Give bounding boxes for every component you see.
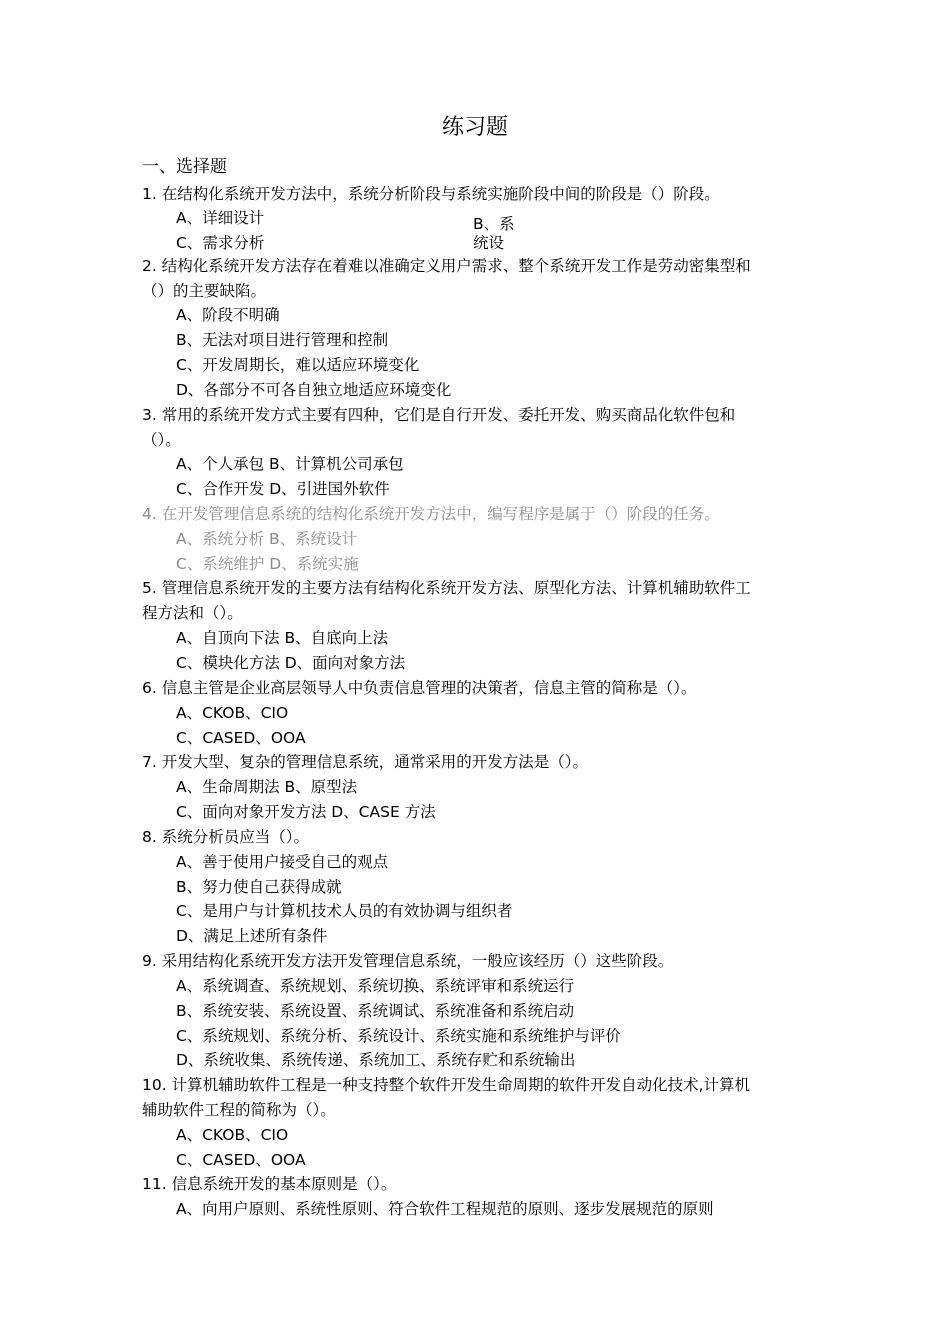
q3-options-ab: A、个人承包 B、计算机公司承包 — [176, 455, 404, 473]
question-4: 4. 在开发管理信息系统的结构化系统开发方法中，编写程序是属于（）阶段的任务。 — [142, 505, 720, 523]
q2-option-d: D、各部分不可各自独立地适应环境变化 — [176, 381, 452, 399]
question-10-cont: 辅助软件工程的简称为（）。 — [142, 1101, 336, 1119]
question-5: 5. 管理信息系统开发的主要方法有结构化系统开发方法、原型化方法、计算机辅助软件工 — [142, 579, 751, 597]
q1-option-c: C、需求分析 — [176, 234, 265, 252]
q4-options-ab: A、系统分析 B、系统设计 — [176, 530, 358, 548]
q8-option-b: B、努力使自己获得成就 — [176, 878, 342, 896]
q7-options-cd: C、面向对象开发方法 D、CASE 方法 — [176, 803, 436, 821]
question-9: 9. 采用结构化系统开发方法开发管理信息系统，一般应该经历（）这些阶段。 — [142, 952, 674, 970]
q9-option-b: B、系统安装、系统设置、系统调试、系统准备和系统启动 — [176, 1002, 575, 1020]
q4-options-cd: C、系统维护 D、系统实施 — [176, 555, 359, 573]
question-7: 7. 开发大型、复杂的管理信息系统，通常采用的开发方法是（）。 — [142, 753, 588, 771]
section-heading: 一、选择题 — [142, 157, 227, 177]
q1-option-b-cont: 统设 — [473, 234, 505, 252]
q9-option-c: C、系统规划、系统分析、系统设计、系统实施和系统维护与评价 — [176, 1027, 621, 1045]
question-1: 1. 在结构化系统开发方法中，系统分析阶段与系统实施阶段中间的阶段是（）阶段。 — [142, 185, 720, 203]
q5-options-ab: A、自顶向下法 B、自底向上法 — [176, 629, 389, 647]
question-3-cont: （）。 — [142, 431, 181, 449]
q2-option-c: C、开发周期长，难以适应环境变化 — [176, 356, 420, 374]
q8-option-d: D、满足上述所有条件 — [176, 927, 328, 945]
q9-option-a: A、系统调查、系统规划、系统切换、系统评审和系统运行 — [176, 977, 575, 995]
question-2-cont: （）的主要缺陷。 — [142, 282, 267, 300]
q3-options-cd: C、合作开发 D、引进国外软件 — [176, 480, 390, 498]
q10-options-ab: A、CKOB、CIO — [176, 1126, 289, 1144]
q11-option-a: A、向用户原则、系统性原则、符合软件工程规范的原则、逐步发展规范的原则 — [176, 1200, 714, 1218]
q1-option-a: A、详细设计 — [176, 209, 265, 227]
q9-option-d: D、系统收集、系统传递、系统加工、系统存贮和系统输出 — [176, 1051, 576, 1069]
q5-options-cd: C、模块化方法 D、面向对象方法 — [176, 654, 406, 672]
q2-option-b: B、无法对项目进行管理和控制 — [176, 331, 389, 349]
question-2: 2. 结构化系统开发方法存在着难以准确定义用户需求、整个系统开发工作是劳动密集型和 — [142, 257, 751, 275]
question-6: 6. 信息主管是企业高层领导人中负责信息管理的决策者，信息主管的简称是（）。 — [142, 679, 697, 697]
question-5-cont: 程方法和（）。 — [142, 604, 243, 622]
question-3: 3. 常用的系统开发方式主要有四种，它们是自行开发、委托开发、购买商品化软件包和 — [142, 406, 736, 424]
q2-option-a: A、阶段不明确 — [176, 306, 280, 324]
q1-option-b: B、系 — [473, 215, 515, 233]
question-11: 11. 信息系统开发的基本原则是（）。 — [142, 1175, 397, 1193]
q7-options-ab: A、生命周期法 B、原型法 — [176, 778, 358, 796]
q6-options-ab: A、CKOB、CIO — [176, 704, 289, 722]
question-8: 8. 系统分析员应当（）。 — [142, 828, 309, 846]
q8-option-c: C、是用户与计算机技术人员的有效协调与组织者 — [176, 902, 513, 920]
q6-options-cd: C、CASED、OOA — [176, 729, 306, 747]
page-title: 练习题 — [441, 115, 508, 140]
q10-options-cd: C、CASED、OOA — [176, 1151, 306, 1169]
q8-option-a: A、善于使用户接受自己的观点 — [176, 853, 389, 871]
question-10: 10. 计算机辅助软件工程是一种支持整个软件开发生命周期的软件开发自动化技术,计算机 — [142, 1076, 751, 1094]
